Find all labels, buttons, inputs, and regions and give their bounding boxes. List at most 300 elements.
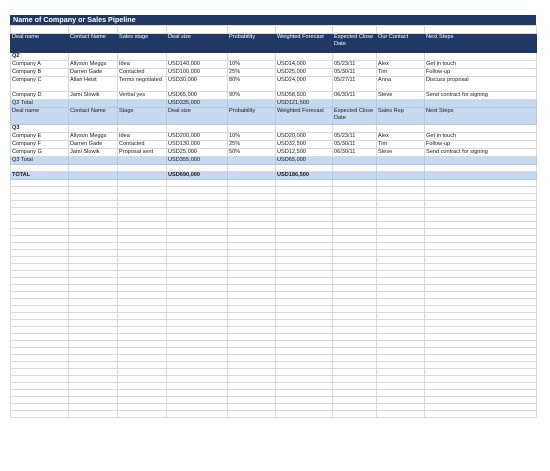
cell[interactable]: [377, 411, 425, 418]
cell[interactable]: [118, 236, 167, 243]
cell[interactable]: [228, 334, 276, 341]
cell[interactable]: [69, 355, 118, 362]
cell[interactable]: [167, 180, 228, 187]
column-header[interactable]: Probability: [228, 108, 276, 125]
cell[interactable]: USD14,000: [276, 61, 333, 69]
cell[interactable]: Idea: [118, 61, 167, 69]
cell[interactable]: [167, 383, 228, 390]
cell[interactable]: [11, 334, 69, 341]
cell[interactable]: USD25,000: [276, 69, 333, 77]
cell[interactable]: [276, 313, 333, 320]
cell[interactable]: [425, 383, 537, 390]
subtotal-forecast[interactable]: USD121,500: [276, 100, 333, 108]
cell[interactable]: USD24,000: [276, 77, 333, 92]
cell[interactable]: Verbal yes: [118, 92, 167, 100]
cell[interactable]: Idea: [118, 133, 167, 141]
cell[interactable]: 05/23/11: [333, 133, 377, 141]
cell[interactable]: [276, 355, 333, 362]
cell[interactable]: [228, 376, 276, 383]
cell[interactable]: [425, 306, 537, 313]
cell[interactable]: [228, 180, 276, 187]
cell[interactable]: [118, 285, 167, 292]
cell[interactable]: [377, 327, 425, 334]
cell[interactable]: [167, 187, 228, 194]
cell[interactable]: [69, 53, 118, 61]
cell[interactable]: [425, 165, 537, 172]
cell[interactable]: [377, 26, 425, 34]
cell[interactable]: [377, 355, 425, 362]
cell[interactable]: [228, 397, 276, 404]
cell[interactable]: [377, 257, 425, 264]
cell[interactable]: [69, 383, 118, 390]
section-label[interactable]: Q3: [11, 125, 69, 133]
section-label[interactable]: Q2: [11, 53, 69, 61]
cell[interactable]: 10%: [228, 61, 276, 69]
cell[interactable]: USD200,000: [167, 133, 228, 141]
cell[interactable]: [167, 320, 228, 327]
cell[interactable]: [425, 362, 537, 369]
cell[interactable]: [11, 215, 69, 222]
cell[interactable]: [69, 397, 118, 404]
cell[interactable]: Company B: [11, 69, 69, 77]
cell[interactable]: [167, 334, 228, 341]
cell[interactable]: Darren Gade: [69, 141, 118, 149]
cell[interactable]: [11, 341, 69, 348]
cell[interactable]: [69, 390, 118, 397]
cell[interactable]: [425, 100, 537, 108]
cell[interactable]: [333, 292, 377, 299]
cell[interactable]: [377, 222, 425, 229]
cell[interactable]: 05/30/11: [333, 141, 377, 149]
cell[interactable]: [425, 278, 537, 285]
cell[interactable]: [69, 369, 118, 376]
cell[interactable]: [167, 376, 228, 383]
cell[interactable]: [118, 355, 167, 362]
cell[interactable]: [69, 194, 118, 201]
cell[interactable]: [11, 208, 69, 215]
cell[interactable]: [228, 299, 276, 306]
cell[interactable]: [167, 257, 228, 264]
cell[interactable]: [425, 236, 537, 243]
cell[interactable]: [69, 285, 118, 292]
cell[interactable]: [69, 125, 118, 133]
cell[interactable]: [377, 299, 425, 306]
cell[interactable]: [333, 271, 377, 278]
cell[interactable]: [69, 334, 118, 341]
cell[interactable]: [425, 257, 537, 264]
cell[interactable]: USD32,500: [276, 141, 333, 149]
cell[interactable]: [377, 292, 425, 299]
cell[interactable]: 05/27/11: [333, 77, 377, 92]
cell[interactable]: [276, 250, 333, 257]
cell[interactable]: 90%: [228, 92, 276, 100]
cell[interactable]: [118, 187, 167, 194]
grand-total-deal-size[interactable]: USD690,000: [167, 172, 228, 180]
cell[interactable]: [69, 376, 118, 383]
cell[interactable]: [11, 236, 69, 243]
cell[interactable]: [69, 278, 118, 285]
cell[interactable]: [118, 271, 167, 278]
cell[interactable]: [333, 390, 377, 397]
cell[interactable]: [333, 369, 377, 376]
cell[interactable]: Company D: [11, 92, 69, 100]
cell[interactable]: [276, 306, 333, 313]
cell[interactable]: [11, 278, 69, 285]
cell[interactable]: [377, 404, 425, 411]
cell[interactable]: [167, 53, 228, 61]
cell[interactable]: [377, 172, 425, 180]
cell[interactable]: [228, 100, 276, 108]
cell[interactable]: Alex: [377, 133, 425, 141]
cell[interactable]: [333, 348, 377, 355]
cell[interactable]: [228, 327, 276, 334]
cell[interactable]: Get in touch: [425, 61, 537, 69]
cell[interactable]: [228, 53, 276, 61]
cell[interactable]: [425, 215, 537, 222]
cell[interactable]: [69, 165, 118, 172]
cell[interactable]: [167, 165, 228, 172]
column-header[interactable]: Deal name: [11, 108, 69, 125]
cell[interactable]: [118, 157, 167, 165]
cell[interactable]: Proposal sent: [118, 149, 167, 157]
cell[interactable]: [425, 250, 537, 257]
cell[interactable]: [228, 243, 276, 250]
cell[interactable]: USD140,000: [167, 61, 228, 69]
cell[interactable]: [377, 236, 425, 243]
cell[interactable]: [333, 180, 377, 187]
cell[interactable]: [69, 411, 118, 418]
cell[interactable]: [118, 243, 167, 250]
cell[interactable]: [118, 306, 167, 313]
cell[interactable]: [276, 53, 333, 61]
cell[interactable]: [167, 341, 228, 348]
cell[interactable]: [11, 165, 69, 172]
cell[interactable]: [333, 397, 377, 404]
cell[interactable]: [228, 222, 276, 229]
cell[interactable]: 50%: [228, 149, 276, 157]
cell[interactable]: [377, 306, 425, 313]
cell[interactable]: [69, 187, 118, 194]
cell[interactable]: [167, 208, 228, 215]
cell[interactable]: [118, 299, 167, 306]
cell[interactable]: [228, 278, 276, 285]
cell[interactable]: [333, 194, 377, 201]
cell[interactable]: Company C: [11, 77, 69, 92]
cell[interactable]: [333, 236, 377, 243]
cell[interactable]: [377, 201, 425, 208]
cell[interactable]: [333, 285, 377, 292]
cell[interactable]: [333, 222, 377, 229]
cell[interactable]: USD100,000: [167, 69, 228, 77]
cell[interactable]: [69, 299, 118, 306]
cell[interactable]: [276, 404, 333, 411]
column-header[interactable]: Stage: [118, 108, 167, 125]
column-header[interactable]: Next Steps: [425, 34, 537, 53]
cell[interactable]: [333, 327, 377, 334]
cell[interactable]: [11, 26, 69, 34]
cell[interactable]: [69, 208, 118, 215]
cell[interactable]: [425, 172, 537, 180]
cell[interactable]: [69, 348, 118, 355]
column-header[interactable]: Sales stage: [118, 34, 167, 53]
cell[interactable]: [228, 187, 276, 194]
cell[interactable]: [276, 292, 333, 299]
grand-total-forecast[interactable]: USD186,500: [276, 172, 333, 180]
cell[interactable]: [69, 100, 118, 108]
cell[interactable]: [11, 411, 69, 418]
cell[interactable]: [69, 26, 118, 34]
cell[interactable]: [276, 348, 333, 355]
cell[interactable]: [377, 341, 425, 348]
cell[interactable]: [167, 215, 228, 222]
cell[interactable]: [333, 201, 377, 208]
cell[interactable]: Steve: [377, 149, 425, 157]
cell[interactable]: [167, 125, 228, 133]
cell[interactable]: [69, 292, 118, 299]
cell[interactable]: Allyson Meggs: [69, 133, 118, 141]
cell[interactable]: [425, 53, 537, 61]
cell[interactable]: [228, 348, 276, 355]
cell[interactable]: [118, 229, 167, 236]
cell[interactable]: Send contract for signing: [425, 92, 537, 100]
cell[interactable]: [69, 201, 118, 208]
cell[interactable]: [333, 100, 377, 108]
cell[interactable]: [276, 383, 333, 390]
cell[interactable]: [276, 327, 333, 334]
cell[interactable]: [333, 320, 377, 327]
cell[interactable]: [377, 157, 425, 165]
cell[interactable]: [228, 201, 276, 208]
cell[interactable]: [377, 278, 425, 285]
cell[interactable]: [167, 26, 228, 34]
cell[interactable]: [228, 271, 276, 278]
cell[interactable]: [377, 264, 425, 271]
cell[interactable]: [333, 187, 377, 194]
subtotal-deal-size[interactable]: USD335,000: [167, 100, 228, 108]
cell[interactable]: [167, 285, 228, 292]
cell[interactable]: [276, 411, 333, 418]
cell[interactable]: [333, 404, 377, 411]
cell[interactable]: [425, 320, 537, 327]
cell[interactable]: [167, 369, 228, 376]
column-header[interactable]: Deal size: [167, 108, 228, 125]
cell[interactable]: [11, 194, 69, 201]
cell[interactable]: [118, 278, 167, 285]
cell[interactable]: [228, 355, 276, 362]
cell[interactable]: Steve: [377, 92, 425, 100]
cell[interactable]: [11, 404, 69, 411]
cell[interactable]: [425, 26, 537, 34]
column-header[interactable]: Deal size: [167, 34, 228, 53]
cell[interactable]: [276, 229, 333, 236]
cell[interactable]: [69, 236, 118, 243]
cell[interactable]: [118, 172, 167, 180]
cell[interactable]: [118, 376, 167, 383]
cell[interactable]: [11, 271, 69, 278]
column-header[interactable]: Probability: [228, 34, 276, 53]
cell[interactable]: [333, 383, 377, 390]
cell[interactable]: [69, 327, 118, 334]
cell[interactable]: [69, 229, 118, 236]
cell[interactable]: [377, 229, 425, 236]
cell[interactable]: Discuss proposal: [425, 77, 537, 92]
cell[interactable]: Follow-up: [425, 141, 537, 149]
cell[interactable]: [118, 313, 167, 320]
cell[interactable]: [276, 236, 333, 243]
cell[interactable]: [11, 362, 69, 369]
cell[interactable]: [425, 313, 537, 320]
cell[interactable]: [69, 215, 118, 222]
cell[interactable]: USD65,000: [167, 92, 228, 100]
cell[interactable]: [228, 362, 276, 369]
cell[interactable]: [333, 208, 377, 215]
cell[interactable]: [377, 187, 425, 194]
column-header[interactable]: Weighted Forecast: [276, 34, 333, 53]
cell[interactable]: [425, 369, 537, 376]
subtotal-label[interactable]: Q2 Total: [11, 100, 69, 108]
subtotal-label[interactable]: Q3 Total: [11, 157, 69, 165]
cell[interactable]: [333, 306, 377, 313]
cell[interactable]: Darren Gade: [69, 69, 118, 77]
cell[interactable]: [11, 180, 69, 187]
cell[interactable]: [377, 100, 425, 108]
cell[interactable]: [69, 157, 118, 165]
cell[interactable]: [118, 292, 167, 299]
cell[interactable]: [228, 157, 276, 165]
cell[interactable]: [276, 194, 333, 201]
cell[interactable]: [11, 229, 69, 236]
cell[interactable]: 10%: [228, 133, 276, 141]
cell[interactable]: [11, 201, 69, 208]
cell[interactable]: [118, 100, 167, 108]
cell[interactable]: [11, 348, 69, 355]
cell[interactable]: [11, 376, 69, 383]
cell[interactable]: [167, 348, 228, 355]
subtotal-forecast[interactable]: USD65,000: [276, 157, 333, 165]
cell[interactable]: 05/23/11: [333, 61, 377, 69]
cell[interactable]: [425, 390, 537, 397]
cell[interactable]: Anna: [377, 77, 425, 92]
cell[interactable]: [167, 236, 228, 243]
cell[interactable]: [228, 313, 276, 320]
cell[interactable]: [425, 411, 537, 418]
cell[interactable]: [167, 201, 228, 208]
cell[interactable]: Company A: [11, 61, 69, 69]
cell[interactable]: [69, 271, 118, 278]
cell[interactable]: Alex: [377, 61, 425, 69]
cell[interactable]: [118, 327, 167, 334]
cell[interactable]: [167, 264, 228, 271]
cell[interactable]: [167, 243, 228, 250]
cell[interactable]: [69, 313, 118, 320]
cell[interactable]: [377, 180, 425, 187]
cell[interactable]: [377, 208, 425, 215]
cell[interactable]: [69, 222, 118, 229]
cell[interactable]: Terms negotiated: [118, 77, 167, 92]
cell[interactable]: [425, 327, 537, 334]
cell[interactable]: [377, 243, 425, 250]
cell[interactable]: [276, 376, 333, 383]
cell[interactable]: [228, 306, 276, 313]
cell[interactable]: [118, 334, 167, 341]
cell[interactable]: [276, 201, 333, 208]
column-header[interactable]: Expected Close Date: [333, 108, 377, 125]
cell[interactable]: [228, 285, 276, 292]
cell[interactable]: [167, 404, 228, 411]
cell[interactable]: [11, 355, 69, 362]
cell[interactable]: [276, 334, 333, 341]
cell[interactable]: [425, 285, 537, 292]
cell[interactable]: Send contract for signing: [425, 149, 537, 157]
cell[interactable]: [118, 369, 167, 376]
cell[interactable]: [69, 306, 118, 313]
cell[interactable]: [425, 125, 537, 133]
cell[interactable]: [167, 313, 228, 320]
column-header[interactable]: Expected Close Date: [333, 34, 377, 53]
cell[interactable]: [377, 376, 425, 383]
subtotal-deal-size[interactable]: USD355,000: [167, 157, 228, 165]
cell[interactable]: [276, 257, 333, 264]
cell[interactable]: [276, 222, 333, 229]
cell[interactable]: [377, 348, 425, 355]
cell[interactable]: [69, 180, 118, 187]
cell[interactable]: [167, 278, 228, 285]
cell[interactable]: 06/30/11: [333, 149, 377, 157]
cell[interactable]: [11, 250, 69, 257]
cell[interactable]: [69, 243, 118, 250]
cell[interactable]: [11, 306, 69, 313]
cell[interactable]: 05/30/11: [333, 69, 377, 77]
cell[interactable]: [333, 362, 377, 369]
cell[interactable]: Allyson Meggs: [69, 61, 118, 69]
cell[interactable]: Company E: [11, 133, 69, 141]
cell[interactable]: 80%: [228, 77, 276, 92]
cell[interactable]: [425, 397, 537, 404]
cell[interactable]: [118, 397, 167, 404]
cell[interactable]: [276, 215, 333, 222]
cell[interactable]: [11, 397, 69, 404]
cell[interactable]: [333, 257, 377, 264]
cell[interactable]: [276, 187, 333, 194]
cell[interactable]: USD30,000: [167, 77, 228, 92]
cell[interactable]: [118, 125, 167, 133]
cell[interactable]: [425, 341, 537, 348]
cell[interactable]: [167, 229, 228, 236]
cell[interactable]: [276, 208, 333, 215]
cell[interactable]: [425, 299, 537, 306]
cell[interactable]: [69, 257, 118, 264]
column-header[interactable]: Contact Name: [69, 108, 118, 125]
cell[interactable]: [167, 194, 228, 201]
cell[interactable]: [11, 264, 69, 271]
cell[interactable]: Jami Slowik: [69, 149, 118, 157]
cell[interactable]: [118, 383, 167, 390]
cell[interactable]: [118, 264, 167, 271]
cell[interactable]: [425, 201, 537, 208]
cell[interactable]: [276, 243, 333, 250]
cell[interactable]: [377, 397, 425, 404]
cell[interactable]: [276, 397, 333, 404]
cell[interactable]: Tim: [377, 69, 425, 77]
cell[interactable]: [228, 369, 276, 376]
cell[interactable]: [11, 390, 69, 397]
cell[interactable]: [69, 264, 118, 271]
cell[interactable]: [11, 327, 69, 334]
cell[interactable]: [377, 215, 425, 222]
cell[interactable]: [228, 165, 276, 172]
cell[interactable]: Jami Slowik: [69, 92, 118, 100]
cell[interactable]: [228, 194, 276, 201]
